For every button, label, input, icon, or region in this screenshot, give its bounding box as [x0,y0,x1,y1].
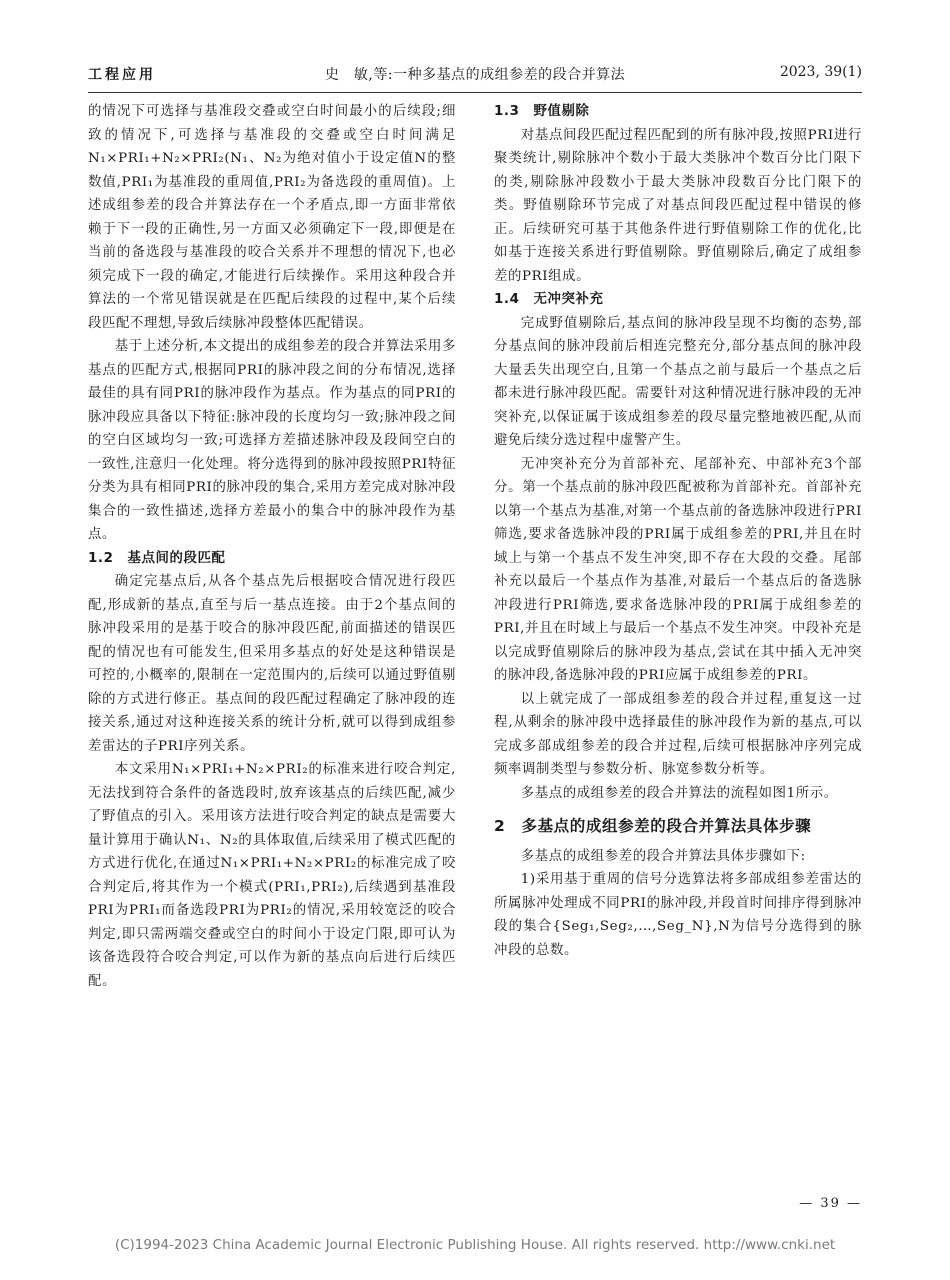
paragraph: 完成野值剔除后,基点间的脉冲段呈现不均衡的态势,部分基点间的脉冲段前后相连完整充分,部分基点间的脉冲段大量丢失出现空白,且第一个基点之前与最后一个基点之后都未进行脉冲段匹配。需要针对这种情况进行脉冲段的无冲突补充,以保证属于该成组参差的段尽量完整地被匹配,从而避免后续分选过程中虚警产生。 [494,315,862,448]
paragraph: 多基点的成组参差的段合并算法具体步骤如下: [520,848,806,864]
section-heading-1-3: 1.3 野值剔除 [494,104,590,119]
running-header [88,62,862,88]
paragraph: 对基点间段匹配过程匹配到的所有脉冲段,按照PRI进行聚类统计,剔除脉冲个数小于最大类脉冲个数百分比门限下的类,剔除脉冲段数小于最大类脉冲段数百分比门限下的类。野值剔除环节完成了对基点间段匹配过程中错误的修正。后续研究可基于其他条件进行野值剔除工作的优化,比如基于连接关系进行野值剔除。野值剔除后,确定了成组参差的PRI组成。 [494,127,862,284]
left-column [88,100,456,993]
paragraph: 以上就完成了一部成组参差的段合并过程,重复这一过程,从剩余的脉冲段中选择最佳的脉冲段作为新的基点,可以完成多部成组参差的段合并过程,后续可根据脉冲序列完成频率调制类型与参数分析、脉宽参数分析等。 [494,691,862,777]
running-title: 史 敏,等:一种多基点的成组参差的段合并算法 [324,67,626,83]
header-rule [88,92,862,93]
paragraph: 基于上述分析,本文提出的成组参差的段合并算法采用多基点的匹配方式,根据同PRI的脉冲段之间的分布情况,选择最佳的具有同PRI的脉冲段作为基点。作为基点的同PRI的脉冲段应具备以下特征:脉冲段的长度均匀一致;脉冲段之间的空白区域均匀一致;可选择方差描述脉冲段及段间空白的一致性,注意归一化处理。将分选得到的脉冲段按照PRI特征分类为具有相同PRI的脉冲段的集合,采用方差完成对脉冲段集合的一致性描述,选择方差最小的集合中的脉冲段作为基点。 [88,339,456,542]
section-heading-1-2: 1.2 基点间的段匹配 [88,550,226,566]
section-heading-1-4: 1.4 无冲突补充 [494,292,604,307]
right-column [494,100,862,962]
copyright-footer: (C)1994-2023 China Academic Journal Electronic Publishing House. All rights reserved. http://www.cnki.net [114,1237,836,1253]
paragraph: 1)采用基于重周的信号分选算法将多部成组参差雷达的所属脉冲处理成不同PRI的脉冲段,并段首时间排序得到脉冲段的集合{Seg₁,Seg₂,…,Seg_N},N为信号分选得到的脉冲段的总数。 [494,872,862,958]
paragraph: 的情况下可选择与基准段交叠或空白时间最小的后续段;细致的情况下,可选择与基准段的交叠或空白时间满足N₁×PRI₁+N₂×PRI₂(N₁、N₂为绝对值小于设定值N的整数值,PRI₁为基准段的重周值,PRI₂为备选段的重周值)。上述成组参差的段合并算法存在一个矛盾点,即一方面非常依赖于下一段的正确性,另一方面又必须确定下一段,即便是在当前的备选段与基准段的咬合关系并不理想的情况下,也必须完成下一段的确定,才能进行后续操作。采用这种段合并算法的一个常见错误就是在匹配后续段的过程中,某个后续段匹配不理想,导致后续脉冲段整体匹配错误。 [88,104,456,331]
issue-info: 2023, 39(1) [779,64,862,80]
paragraph: 确定完基点后,从各个基点先后根据咬合情况进行段匹配,形成新的基点,直至与后一基点连接。由于2个基点间的脉冲段采用的是基于咬合的脉冲段匹配,前面描述的错误匹配的情况也有可能发生,但采用多基点的好处是这种错误是可控的,小概率的,限制在一定范围内的,后续可以通过野值剔除的方式进行修正。基点间的段匹配过程确定了脉冲段的连接关系,通过对这种连接关系的统计分析,就可以得到成组参差雷达的子PRI序列关系。 [88,574,456,754]
section-heading-2: 2 多基点的成组参差的段合并算法具体步骤 [494,817,812,835]
paragraph: 无冲突补充分为首部补充、尾部补充、中部补充3个部分。第一个基点前的脉冲段匹配被称为首部补充。首部补充以第一个基点为基准,对第一个基点前的备选脉冲段进行PRI筛选,要求备选脉冲段的PRI属于成组参差的PRI,并且在时域上与第一个基点不发生冲突,即不存在大段的交叠。尾部补充以最后一个基点作为基准,对最后一个基点后的备选脉冲段进行PRI筛选,要求备选脉冲段的PRI属于成组参差的PRI,并且在时域上与最后一个基点不发生冲突。中段补充是以完成野值剔除后的脉冲段为基点,尝试在其中插入无冲突的脉冲段,备选脉冲段的PRI应属于成组参差的PRI。 [494,456,862,683]
paragraph: 多基点的成组参差的段合并算法的流程如图1所示。 [520,785,838,801]
page-number: — 39 — [799,1196,862,1211]
paragraph: 本文采用N₁×PRI₁+N₂×PRI₂的标准来进行咬合判定,无法找到符合条件的备选段时,放弃该基点的后续匹配,减少了野值点的引入。采用该方法进行咬合判定的缺点是需要大量计算用于确认N₁、N₂的具体取值,后续采用了模式匹配的方式进行优化,在通过N₁×PRI₁+N₂×PRI₂的标准完成了咬合判定后,将其作为一个模式(PRI₁,PRI₂),后续遇到基准段PRI为PRI₁而备选段PRI为PRI₂的情况,采用较宽泛的咬合判定,即只需两端交叠或空白的时间小于设定门限,即可认为该备选段符合咬合判定,可以作为新的基点向后进行后续匹配。 [88,762,456,989]
journal-section: 工程应用 [88,67,156,83]
